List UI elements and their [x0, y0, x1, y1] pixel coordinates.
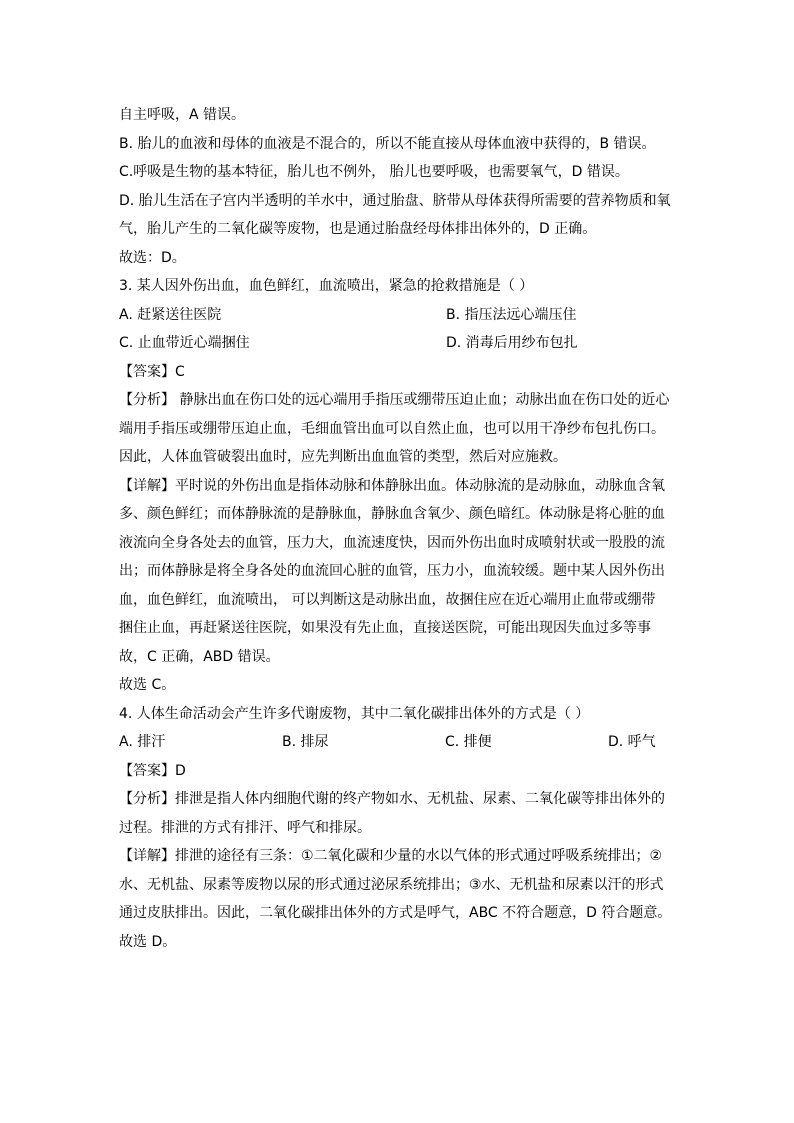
q3-detail-line: 出；而体静脉是将全身各处的血流回心脏的血管，压力小，血流较缓。题中某人因外伤出	[119, 563, 665, 579]
q3-detail-line: 血，血色鲜红，血流喷出， 可以判断这是动脉出血，故捆住应在近心端用止血带或绷带	[119, 591, 656, 608]
q3-analysis-line: 端用手指压或绷带压迫止血，毛细血管出血可以自然止血，也可以用干净纱布包扎伤口。	[119, 420, 665, 437]
q3-options-row-2	[119, 329, 679, 358]
q3-option-d: D. 消毒后用纱布包扎	[446, 335, 578, 351]
q3-option-a: A. 赶紧送往医院	[119, 306, 222, 323]
q4-stem: 4. 人体生命活动会产生许多代谢废物，其中二氧化碳排出体外的方式是（ ）	[119, 705, 590, 722]
q4-detail-line: 水、无机盐、尿素等废物以尿的形式通过泌尿系统排出；③水、无机盐和尿素以汗的形式	[119, 876, 664, 893]
q4-options-row	[119, 728, 679, 757]
q4-option-a: A. 排汗	[119, 734, 166, 750]
q3-detail-line: 捆住止血，再赶紧送往医院，如果没有先止血，直接送医院，可能出现因失血过多等事	[119, 620, 651, 636]
q2-explanation-line: 自主呼吸，A 错误。	[119, 107, 246, 123]
q4-conclusion: 故选 D。	[119, 933, 177, 950]
q3-answer: 【答案】C	[119, 363, 185, 380]
q4-option-c: C. 排便	[445, 734, 492, 750]
q3-option-c: C. 止血带近心端捆住	[119, 335, 250, 351]
q2-explanation-line: D. 胎儿生活在子宫内半透明的羊水中，通过胎盘、脐带从母体获得所需要的营养物质和氧	[119, 192, 671, 209]
q4-answer: 【答案】D	[119, 762, 186, 779]
q2-explanation-line: 气，胎儿产生的二氧化碳等废物，也是通过胎盘经母体排出体外的，D 正确。	[119, 221, 597, 237]
q2-explanation-line: C.呼吸是生物的基本特征，胎儿也不例外， 胎儿也要呼吸，也需要氧气，D 错误。	[119, 164, 629, 180]
q4-option-b: B. 排尿	[282, 734, 329, 750]
q3-analysis-line: 【分析】 静脉出血在伤口处的远心端用手指压或绷带压迫止血；动脉出血在伤口处的近心	[119, 392, 670, 408]
q3-detail-line: 故，C 正确，ABD 错误。	[119, 648, 280, 665]
q3-detail-line: 多、颜色鲜红；而体静脉流的是静脉血，静脉血含氧少、颜色暗红。体动脉是将心脏的血	[119, 506, 665, 522]
q3-detail-line: 液流向全身各处去的血管，压力大，血流速度快，因而外伤出血时成喷射状或一股股的流	[119, 534, 665, 551]
q3-options-row-1	[119, 301, 679, 330]
q4-analysis-line: 过程。排泄的方式有排汗、呼气和排尿。	[119, 819, 371, 836]
q4-detail-line: 通过皮肤排出。因此，二氧化碳排出体外的方式是呼气，ABC 不符合题意，D 符合题意。	[119, 905, 672, 921]
q3-detail-line: 【详解】平时说的外伤出血是指体动脉和体静脉出血。体动脉流的是动脉血，动脉血含氧	[119, 477, 665, 494]
q3-stem: 3. 某人因外伤出血，血色鲜红，血流喷出，紧急的抢救措施是（ ）	[119, 278, 534, 294]
q4-analysis-line: 【分析】排泄是指人体内细胞代谢的终产物如水、无机盐、尿素、二氧化碳等排出体外的	[119, 791, 665, 807]
q4-detail-line: 【详解】排泄的途径有三条：①二氧化碳和少量的水以气体的形式通过呼吸系统排出；②	[119, 848, 663, 864]
q3-analysis-line: 因此，人体血管破裂出血时，应先判断出血血管的类型，然后对应施救。	[119, 449, 567, 465]
page-content	[119, 101, 679, 956]
q4-option-d: D. 呼气	[608, 734, 656, 750]
q3-conclusion: 故选 C。	[119, 677, 176, 693]
q2-explanation-line: B. 胎儿的血液和母体的血液是不混合的，所以不能直接从母体血液中获得的，B 错误。	[119, 135, 656, 152]
q3-option-b: B. 指压法远心端压住	[446, 306, 577, 323]
q2-conclusion: 故选：D。	[119, 249, 186, 266]
